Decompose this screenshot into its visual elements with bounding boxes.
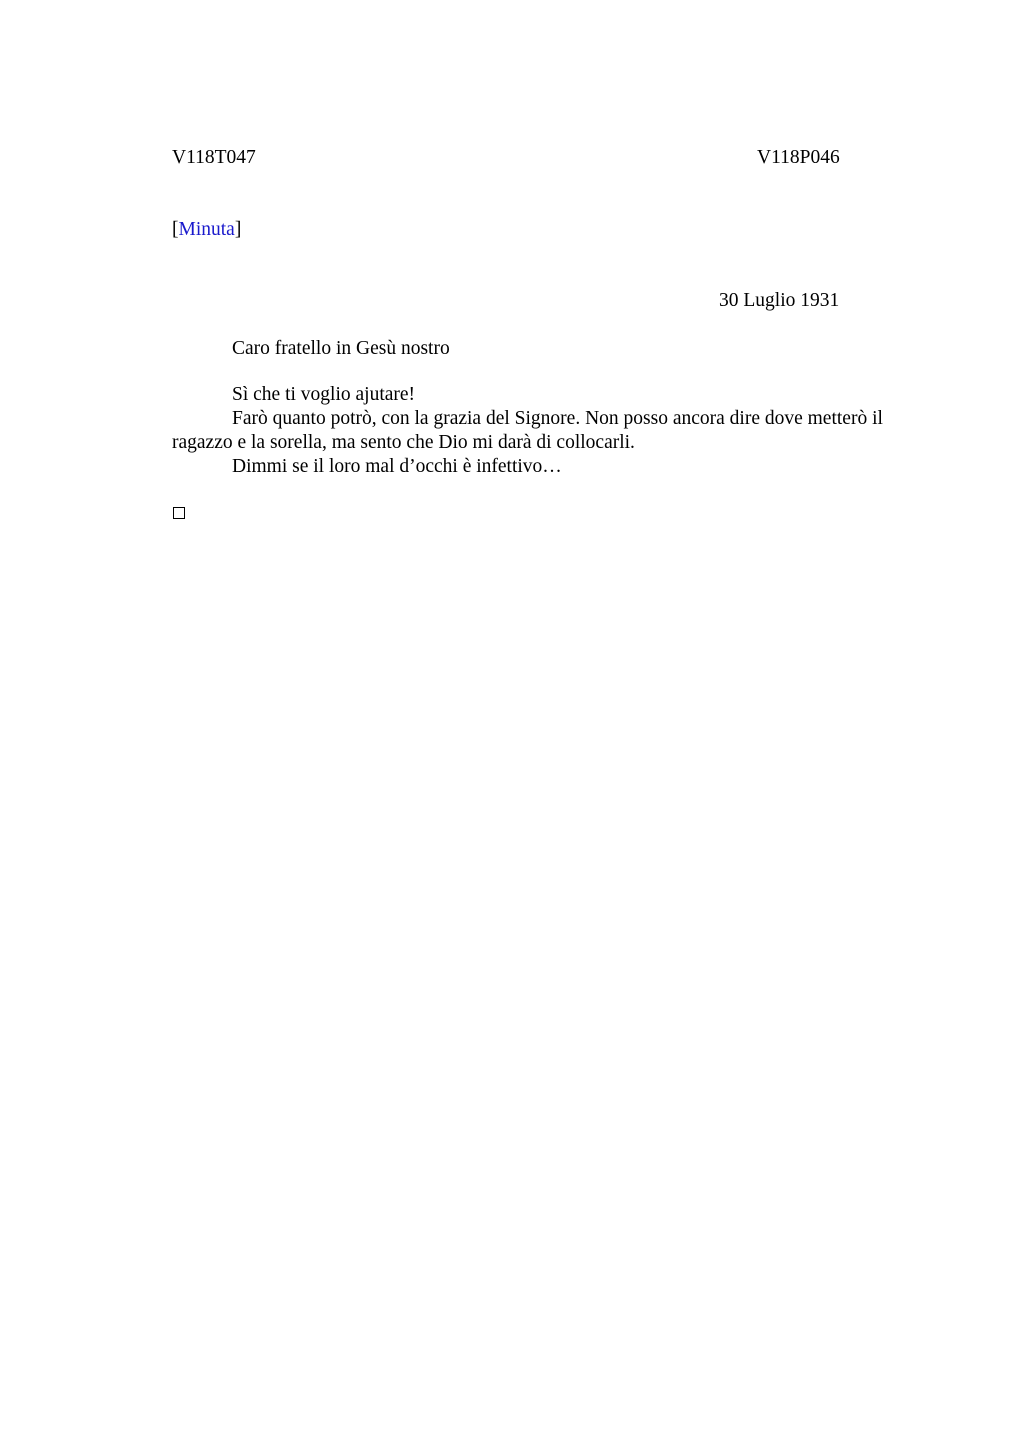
letter-paragraph: Dimmi se il loro mal d’occhi è infettivo… — [232, 456, 562, 477]
letter-salutation: Caro fratello in Gesù nostro — [232, 338, 450, 359]
empty-square-icon — [173, 507, 185, 519]
document-code-left: V118T047 — [172, 147, 256, 168]
letter-date: 30 Luglio 1931 — [719, 290, 840, 311]
close-bracket: ] — [234, 219, 242, 240]
letter-paragraph: Farò quanto potrò, con la grazia del Signore. Non posso ancora dire dove metterò il ragazzo e la sorella, ma sento che Dio mi darà di collocarli. — [172, 408, 883, 453]
open-bracket: [ — [172, 219, 179, 240]
letter-body — [172, 383, 932, 479]
minuta-link[interactable]: Minuta — [178, 219, 235, 240]
document-code-right: V118P046 — [757, 147, 840, 168]
minuta-annotation — [172, 218, 241, 242]
letter-paragraph: Sì che ti voglio ajutare! — [232, 384, 416, 405]
